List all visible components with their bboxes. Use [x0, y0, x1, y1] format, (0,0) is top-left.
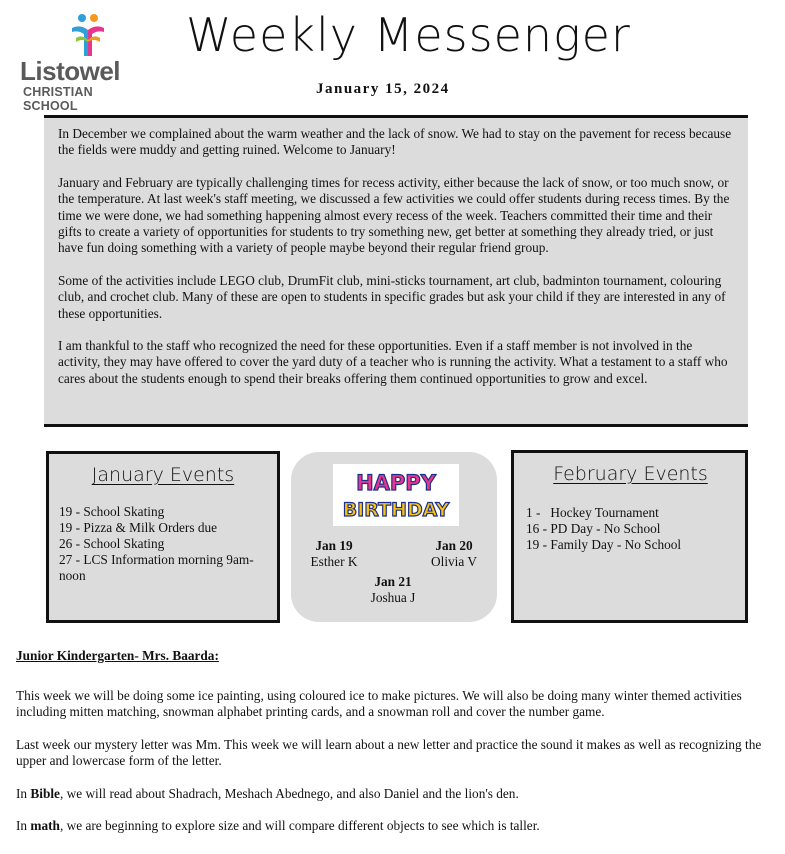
list-item: 19 - Family Day - No School [526, 537, 682, 552]
birthday-box [291, 452, 497, 622]
logo-school-name: Listowel [20, 56, 121, 86]
list-item: 16 - PD Day - No School [526, 521, 661, 536]
jk-math-paragraph [16, 818, 776, 834]
banner-birthday: BIRTHDAY [342, 499, 450, 521]
jk-math-prefix: In [16, 818, 31, 834]
jk-bible-paragraph [16, 786, 776, 802]
list-item: 19 - Pizza & Milk Orders due [59, 520, 218, 535]
principal-letter [44, 115, 748, 427]
letter-paragraph: Some of the activities include LEGO club, DrumFit club, mini-sticks tournament, art club, badminton tournament, colouring club, and crochet club. Many of these are open to students in specific grades but ask your child if they are interested in any of these opportunities. [58, 272, 726, 321]
logo-school-subtitle: CHRISTIAN SCHOOL [23, 85, 93, 113]
people-cross-icon [68, 12, 108, 58]
january-events-box [46, 451, 280, 623]
list-item: 19 - School Skating [59, 504, 165, 519]
birthday-entry [425, 538, 483, 570]
list-item: 1 - Hockey Tournament [526, 505, 659, 520]
birthday-name: Olivia V [431, 554, 477, 569]
happy-birthday-banner [333, 464, 459, 526]
birthday-date: Jan 21 [374, 574, 412, 589]
list-item: 27 - LCS Information morning 9am-noon [59, 552, 254, 583]
february-events-title: February Events [553, 463, 708, 485]
letter-paragraph: I am thankful to the staff who recognized the need for these opportunities. Even if a staff member is not involved in the activity, they may have offered to cover the yard duty of a teacher who is running the activity. What a testament to a staff who cares about the students enough to spend their breaks offering them continued opportunities to grow and excel. [58, 338, 728, 386]
banner-happy: HAPPY [356, 471, 436, 495]
jk-bible-label: Bible [30, 785, 60, 801]
january-events-title: January Events [91, 464, 235, 486]
january-events-list [59, 504, 267, 584]
jk-math-label: math [30, 818, 60, 834]
birthday-date: Jan 19 [315, 538, 353, 553]
jk-paragraph: This week we will be doing some ice painting, using coloured ice to make pictures. We will also be doing many winter themed activities including mitten matching, snowman alphabet printing cards, and a snowman roll and cover the number game. [16, 688, 742, 720]
february-events-list [526, 505, 735, 553]
birthday-entry [363, 574, 423, 606]
letter-paragraph: January and February are typically challenging times for recess activity, either because the lack of snow, or too much snow, or the temperature. At last week's staff meeting, we discussed a few activities we could offer students during recess times. By the time we were done, we had something happening almost every recess of the week. Teachers committed their time and their gifts to create a variety of opportunities for students to try something new, get better at something they already tried, or just have fun doing something with a variety of people maybe beyond their regular friend group. [58, 174, 730, 256]
newsletter-title: Weekly Messenger [186, 8, 631, 62]
newsletter-date: January 15, 2024 [316, 81, 450, 97]
birthday-entry [305, 538, 363, 570]
birthday-date: Jan 20 [435, 538, 473, 553]
jk-math-text: , we are beginning to explore size and will compare different objects to see which is taller. [59, 818, 540, 834]
jk-paragraph: Last week our mystery letter was Mm. This week we will learn about a new letter and practice the sound it makes as well as recognizing the upper and lowercase form of the letter. [16, 736, 762, 769]
birthday-name: Joshua J [370, 590, 416, 605]
february-events-box [511, 450, 748, 623]
school-logo [18, 12, 148, 113]
jk-section [16, 648, 776, 850]
list-item: 26 - School Skating [59, 536, 165, 551]
jk-heading: Junior Kindergarten- Mrs. Baarda: [16, 648, 219, 663]
letter-paragraph: In December we complained about the warm weather and the lack of snow. We had to stay on the pavement for recess because the fields were muddy and getting ruined. Welcome to January! [58, 126, 732, 158]
jk-bible-prefix: In [16, 785, 31, 801]
birthday-name: Esther K [310, 554, 358, 569]
jk-bible-text: , we will read about Shadrach, Meshach Abednego, and also Daniel and the lion's den. [59, 785, 519, 801]
